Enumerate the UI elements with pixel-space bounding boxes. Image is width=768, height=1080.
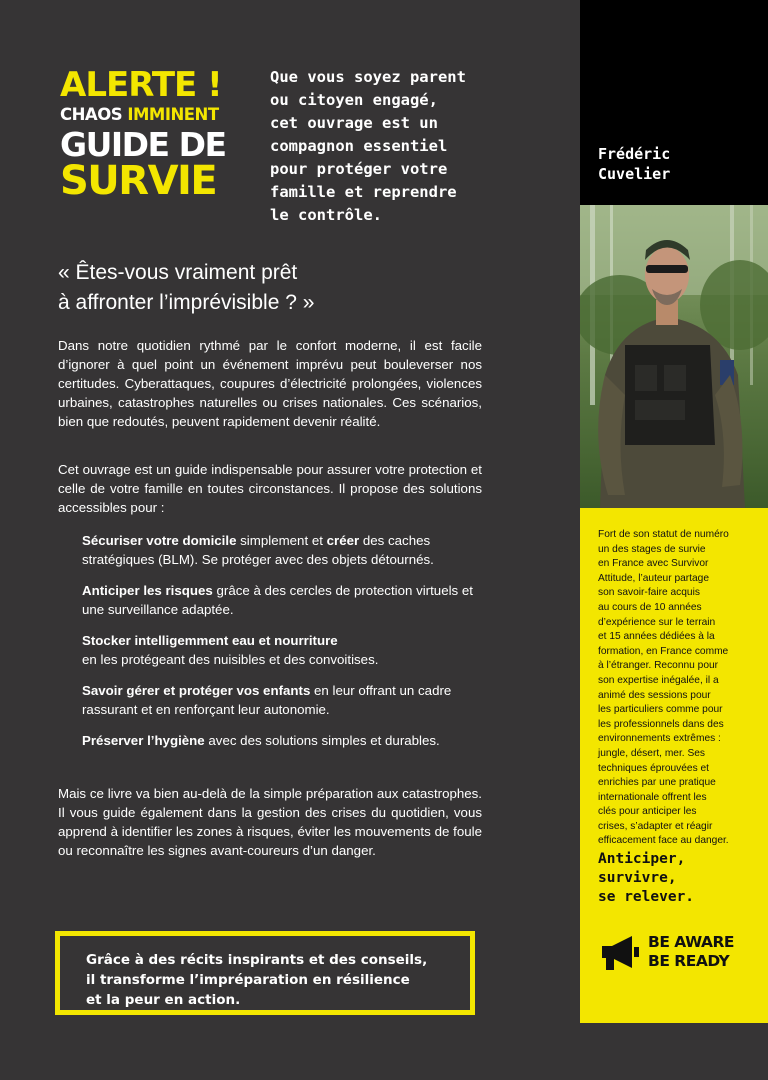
title-guide: GUIDE DE: [60, 124, 226, 164]
motto: Anticiper, survivre, se relever.: [598, 851, 695, 905]
paragraph-beyond: Mais ce livre va bien au-delà de la simple préparation aux catastrophes. Il vous guide également dans la gestion des crises du quotidien, vous apprend à identifier les zones à risques, éviter les mouvements de foule ou reconnaître les signes avant-coureurs d’un danger.: [58, 786, 482, 858]
title-chaos: [60, 107, 250, 124]
brand-text: BE AWARE BE READY: [648, 933, 735, 970]
list-item: Anticiper les risques grâce à des cercles de protection virtuels et une surveillance adaptée.: [82, 583, 473, 617]
title-chaos-white: CHAOS: [60, 105, 128, 124]
paragraph-purpose: Cet ouvrage est un guide indispensable pour assurer votre protection et celle de votre famille en toutes circonstances. Il propose des solutions accessibles pour :: [58, 462, 482, 515]
list-item: Préserver l’hygiène avec des solutions simples et durables.: [82, 733, 440, 748]
megaphone-icon: [598, 933, 640, 973]
callout-box: [55, 931, 475, 1015]
title-survie: SURVIE: [60, 157, 217, 204]
brand-logo: [598, 931, 763, 975]
paragraph-intro: Dans notre quotidien rythmé par le confort moderne, il est facile d’ignorer à quel point un événement imprévu peut bouleverser nos certitudes. Cyberattaques, coupures d’électricité prolongées, violences urbaines, catastrophes naturelles ou crises nationales. Ces scénarios, bien que redoutés, peuvent rapidement devenir réalité.: [58, 338, 482, 429]
headline-quote: « Êtes-vous vraiment prêt à affronter l’imprévisible ? »: [58, 261, 315, 314]
author-photo-illustration: [580, 205, 768, 508]
author-name: Frédéric Cuvelier: [598, 145, 671, 183]
list-item: Sécuriser votre domicile simplement et créer des caches stratégiques (BLM). Se protéger avec des objets détournés.: [82, 533, 434, 567]
author-photo: [580, 205, 768, 508]
title-chaos-yellow: IMMINENT: [127, 105, 219, 124]
callout-text: Grâce à des récits inspirants et des conseils, il transforme l’impréparation en résilience et la peur en action.: [86, 952, 428, 1008]
title-alert: ALERTE !: [60, 65, 222, 105]
list-item: Stocker intelligemment eau et nourriture en les protégeant des nuisibles et des convoitises.: [82, 633, 379, 667]
solutions-list: [82, 531, 482, 762]
author-column: [580, 0, 768, 1080]
list-item: Savoir gérer et protéger vos enfants en leur offrant un cadre rassurant et en renforçant leur autonomie.: [82, 683, 452, 717]
author-bio-panel: [580, 508, 768, 1023]
author-bio: Fort de son statut de numéro un des stages de survie en France avec Survivor Attitude, l’auteur partage son savoir-faire acquis au cours de 10 années d’expérience sur le terrain et 15 années dédiées à la formation, en France comme à l’étranger. Reconnu pour son expertise inégalée, il a animé des sessions pour les particuliers comme pour les professionnels dans des environnements extrêmes : jungle, désert, mer. Ses techniques éprouvées et enrichies par une pratique internationale offrent les clés pour anticiper les crises, s’adapter et réagir efficacement face au danger.: [598, 529, 729, 847]
author-header: [580, 0, 768, 205]
book-title: [60, 65, 250, 204]
pitch-text: Que vous soyez parent ou citoyen engagé, cet ouvrage est un compagnon essentiel pour protéger votre famille et reprendre le contrôle.: [270, 68, 466, 224]
